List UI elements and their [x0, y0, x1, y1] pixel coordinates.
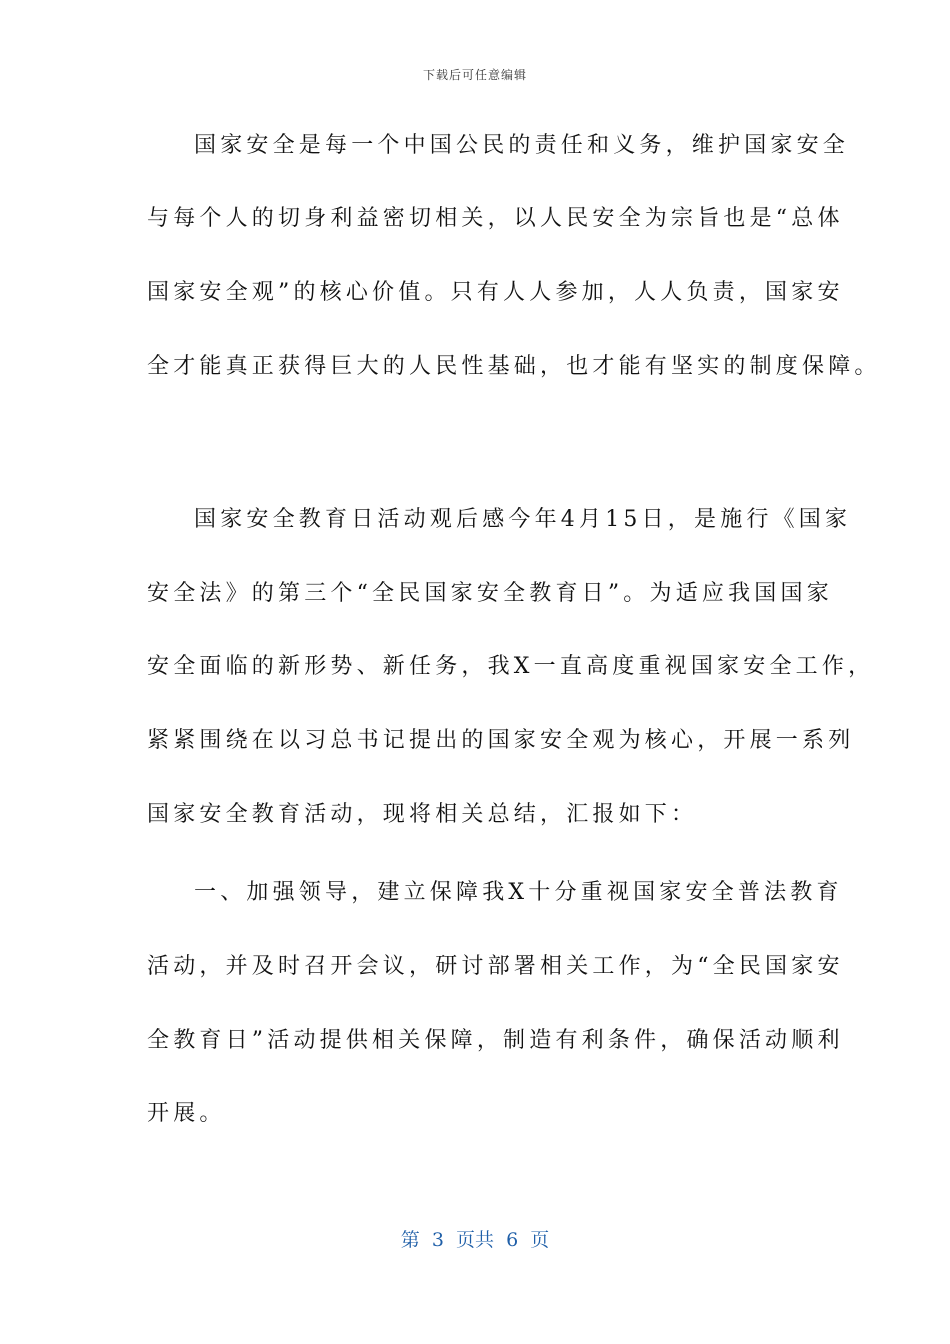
- paragraph-2-line-5: 国家安全教育活动，现将相关总结，汇报如下：: [147, 802, 698, 827]
- paragraph-3-line-4: 开展。: [147, 1101, 226, 1126]
- paragraph-2-line-1: 国家安全教育日活动观后感今年4月15日，是施行《国家: [194, 507, 852, 532]
- page-footer: 第 3 页共 6 页: [400, 1229, 550, 1251]
- paragraph-1-line-4: 全才能真正获得巨大的人民性基础，也才能有坚实的制度保障。: [147, 354, 881, 379]
- paragraph-3-line-3: 全教育日”活动提供相关保障，制造有利条件，确保活动顺利: [147, 1028, 844, 1053]
- page-header: 下载后可任意编辑: [422, 68, 527, 82]
- paragraph-2-line-2: 安全法》的第三个“全民国家安全教育日”。为适应我国国家: [147, 581, 833, 606]
- paragraph-3-line-2: 活动，并及时召开会议，研讨部署相关工作，为“全民国家安: [147, 954, 844, 979]
- paragraph-2-line-4: 紧紧围绕在以习总书记提出的国家安全观为核心，开展一系列: [147, 728, 855, 753]
- paragraph-1-line-1: 国家安全是每一个中国公民的责任和义务，维护国家安全: [194, 133, 850, 158]
- paragraph-3-line-1: 一、加强领导，建立保障我X十分重视国家安全普法教育: [194, 880, 843, 905]
- paragraph-2-line-3: 安全面临的新形势、新任务，我X一直高度重视国家安全工作，: [147, 654, 875, 679]
- paragraph-1-line-3: 国家安全观”的核心价值。只有人人参加，人人负责，国家安: [147, 280, 844, 305]
- paragraph-1-line-2: 与每个人的切身利益密切相关，以人民安全为宗旨也是“总体: [147, 206, 844, 231]
